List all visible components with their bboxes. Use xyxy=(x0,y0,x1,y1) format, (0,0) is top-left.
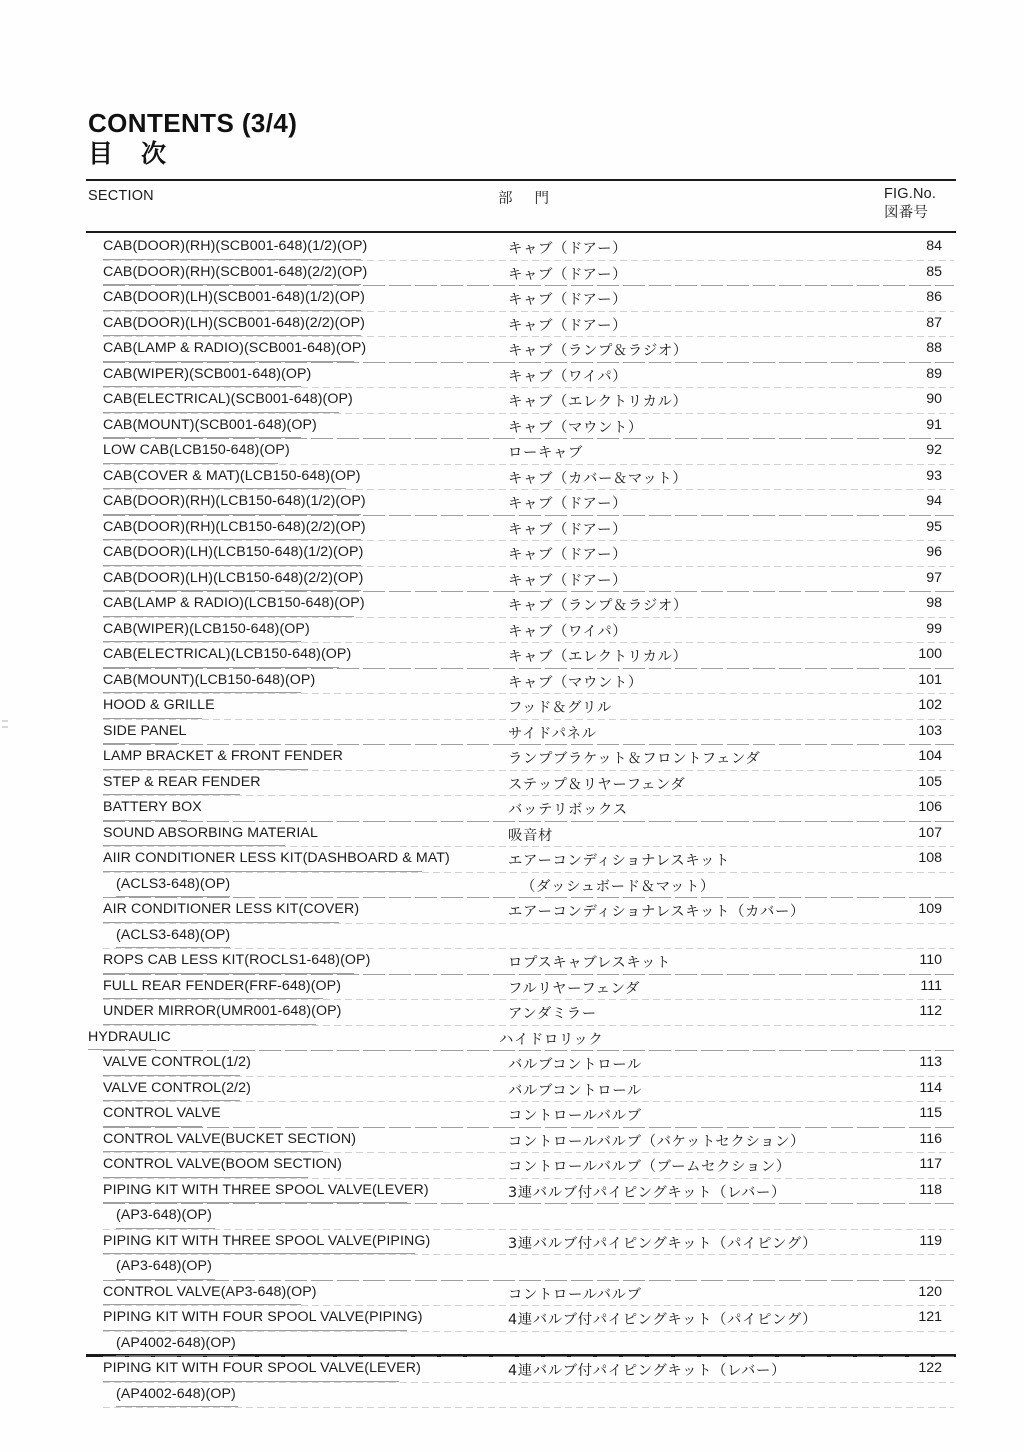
leader-line xyxy=(103,897,954,898)
leader-line xyxy=(103,1076,954,1077)
toc-row[interactable] xyxy=(0,466,1024,492)
toc-row-section-ja: ハイドロリック xyxy=(499,1031,604,1048)
toc-row-section-en: PIPING KIT WITH THREE SPOOL VALVE(LEVER) xyxy=(103,1181,429,1198)
toc-row-fig-no: 107 xyxy=(918,824,942,841)
toc-row-fig-no: 104 xyxy=(918,748,942,764)
leader-line xyxy=(103,617,954,618)
toc-row-fig-no: 89 xyxy=(926,365,942,382)
toc-row-section-en: CAB(ELECTRICAL)(SCB001-648)(OP) xyxy=(103,391,353,407)
toc-row[interactable] xyxy=(0,797,1024,823)
toc-row-section-ja: キャブ（ドアー） xyxy=(508,521,628,538)
leader-line xyxy=(103,821,954,822)
leader-line xyxy=(103,999,954,1000)
toc-row-section-ja: フルリヤーフェンダ xyxy=(508,980,641,997)
toc-row-fig-no: 114 xyxy=(919,1079,942,1096)
toc-row-section-ja: キャブ（ドアー） xyxy=(508,266,628,283)
toc-row-section-ja: バルブコントロール xyxy=(508,1057,642,1073)
leader-line xyxy=(103,693,954,694)
toc-row[interactable] xyxy=(0,364,1024,390)
text-underline-artifact xyxy=(103,1126,202,1127)
toc-row-section-ja: エアーコンディショナレスキット xyxy=(508,853,730,869)
leader-line xyxy=(103,362,954,363)
toc-row-section-ja: コントロールバルブ xyxy=(508,1108,642,1124)
text-underline-artifact xyxy=(103,1330,407,1331)
leader-line xyxy=(103,744,954,745)
toc-row-section-en: SOUND ABSORBING MATERIAL xyxy=(103,824,318,841)
leader-line xyxy=(103,464,954,465)
toc-row-section-en: (ACLS3-648)(OP) xyxy=(116,926,231,943)
toc-row-fig-no: 90 xyxy=(926,391,942,407)
text-underline-artifact xyxy=(103,1253,415,1254)
toc-row-fig-no: 105 xyxy=(918,773,942,790)
toc-row-fig-no: 106 xyxy=(918,799,942,815)
toc-row[interactable] xyxy=(0,1256,1024,1282)
text-underline-artifact xyxy=(116,1406,238,1407)
toc-row[interactable] xyxy=(0,1282,1024,1308)
toc-row-fig-no: 85 xyxy=(926,263,942,280)
toc-row-fig-no: 115 xyxy=(919,1105,942,1121)
toc-row-section-ja: アンダミラー xyxy=(508,1006,597,1022)
text-underline-artifact xyxy=(103,259,361,260)
toc-row[interactable] xyxy=(0,899,1024,925)
text-underline-artifact xyxy=(103,743,179,744)
toc-row-section-ja: キャブ（ランプ＆ラジオ） xyxy=(508,598,688,614)
toc-row-section-en: CAB(DOOR)(RH)(SCB001-648)(2/2)(OP) xyxy=(103,263,368,280)
toc-row[interactable] xyxy=(0,823,1024,849)
toc-row[interactable] xyxy=(0,1154,1024,1180)
toc-row[interactable] xyxy=(0,848,1024,874)
toc-row-fig-no: 93 xyxy=(926,467,942,484)
page-title-en: CONTENTS (3/4) xyxy=(88,108,298,138)
toc-row-fig-no: 98 xyxy=(926,595,942,611)
toc-row[interactable] xyxy=(0,721,1024,747)
toc-row-section-en: CAB(DOOR)(LH)(LCB150-648)(1/2)(OP) xyxy=(103,544,364,560)
text-underline-artifact xyxy=(103,641,301,642)
toc-row-section-ja: （ダッシュボード＆マット） xyxy=(521,878,716,895)
toc-row-section-en: CAB(DOOR)(LH)(SCB001-648)(2/2)(OP) xyxy=(103,314,365,331)
page-title-ja: 目次 xyxy=(88,140,195,168)
text-underline-artifact xyxy=(103,667,339,668)
leader-line xyxy=(103,1254,954,1255)
toc-row-section-en: (AP4002-648)(OP) xyxy=(116,1334,236,1351)
toc-row-section-en: CAB(DOOR)(RH)(SCB001-648)(1/2)(OP) xyxy=(103,238,368,254)
leader-line xyxy=(103,1356,954,1357)
toc-row-section-ja: キャブ（ワイパ） xyxy=(508,368,628,385)
text-underline-artifact xyxy=(116,1355,238,1356)
leader-line xyxy=(103,1050,954,1051)
leader-line xyxy=(103,948,954,949)
text-underline-artifact xyxy=(103,310,361,311)
toc-row-section-ja: 4連バルブ付パイピングキット（パイピング） xyxy=(508,1312,818,1328)
toc-row[interactable] xyxy=(0,1205,1024,1231)
toc-row-fig-no: 96 xyxy=(926,544,942,560)
toc-row-section-ja: ロプスキャブレスキット xyxy=(508,955,672,971)
text-underline-artifact xyxy=(103,437,301,438)
toc-row-section-ja: キャブ（エレクトリカル） xyxy=(508,649,688,665)
toc-row-section-en: CONTROL VALVE(BOOM SECTION) xyxy=(103,1156,342,1172)
column-header-fig-no xyxy=(884,185,936,223)
toc-row-section-ja: コントロールバルブ（ブームセクション） xyxy=(508,1159,791,1175)
toc-row-fig-no: 95 xyxy=(926,518,942,535)
text-underline-artifact xyxy=(103,1151,323,1152)
toc-row-section-ja: 3連バルブ付パイピングキット（レバー） xyxy=(508,1184,787,1201)
leader-line xyxy=(103,1407,954,1408)
leader-line xyxy=(103,923,954,924)
toc-row-section-en: VALVE CONTROL(1/2) xyxy=(103,1054,251,1070)
toc-row[interactable] xyxy=(0,389,1024,415)
toc-row-section-ja: キャブ（マウント） xyxy=(508,419,643,436)
leader-line xyxy=(103,974,954,975)
toc-row-fig-no: 109 xyxy=(918,901,942,917)
toc-row-fig-no: 121 xyxy=(918,1309,942,1325)
text-underline-artifact xyxy=(103,590,361,591)
text-underline-artifact xyxy=(103,284,361,285)
leader-line xyxy=(103,1305,954,1306)
toc-row-fig-no: 97 xyxy=(926,569,942,586)
text-underline-artifact xyxy=(103,1202,407,1203)
toc-row-section-ja: バルブコントロール xyxy=(508,1082,642,1099)
toc-row[interactable] xyxy=(0,950,1024,976)
toc-row-section-en: PIPING KIT WITH THREE SPOOL VALVE(PIPING) xyxy=(103,1232,431,1249)
toc-row[interactable] xyxy=(0,1180,1024,1206)
toc-row[interactable] xyxy=(0,517,1024,543)
toc-row-section-en: STEP & REAR FENDER xyxy=(103,773,261,790)
toc-row[interactable] xyxy=(0,1103,1024,1129)
toc-row-section-en: CAB(DOOR)(LH)(LCB150-648)(2/2)(OP) xyxy=(103,569,364,586)
toc-row-section-en: CONTROL VALVE(AP3-648)(OP) xyxy=(103,1283,317,1300)
toc-row[interactable] xyxy=(0,1307,1024,1333)
toc-row[interactable] xyxy=(0,491,1024,517)
toc-row-fig-no: 92 xyxy=(926,442,942,458)
toc-row-section-ja: 吸音材 xyxy=(508,827,553,844)
toc-row[interactable] xyxy=(0,440,1024,466)
toc-row[interactable] xyxy=(0,1129,1024,1155)
toc-row-section-en: CONTROL VALVE xyxy=(103,1105,221,1121)
toc-row-section-en: CAB(MOUNT)(SCB001-648)(OP) xyxy=(103,416,317,433)
leader-line xyxy=(103,1178,954,1179)
column-header-section-ja: 部門 xyxy=(498,191,571,207)
text-underline-artifact xyxy=(88,1049,156,1050)
text-underline-artifact xyxy=(103,565,361,566)
text-underline-artifact xyxy=(103,1024,316,1025)
text-underline-artifact xyxy=(103,871,422,872)
toc-row[interactable] xyxy=(0,1333,1024,1359)
toc-row-fig-no: 91 xyxy=(926,416,942,433)
toc-row-section-en: (AP4002-648)(OP) xyxy=(116,1385,236,1402)
toc-row-section-en: CONTROL VALVE(BUCKET SECTION) xyxy=(103,1130,357,1147)
toc-row-fig-no: 122 xyxy=(918,1360,942,1376)
toc-row-section-ja: キャブ（ワイパ） xyxy=(508,623,628,640)
toc-row-section-en: LOW CAB(LCB150-648)(OP) xyxy=(103,442,290,458)
column-header-fig-no-ja: 図番号 xyxy=(884,205,929,222)
text-underline-artifact xyxy=(103,769,308,770)
toc-row-section-en: SIDE PANEL xyxy=(103,722,187,739)
toc-row-section-en: CAB(COVER & MAT)(LCB150-648)(OP) xyxy=(103,467,361,484)
toc-row-fig-no: 87 xyxy=(926,314,942,331)
text-underline-artifact xyxy=(103,794,240,795)
leader-line xyxy=(103,566,954,567)
leader-line xyxy=(103,770,954,771)
toc-row-fig-no: 100 xyxy=(918,646,942,662)
toc-row-section-ja: コントロールバルブ（バケットセクション） xyxy=(508,1133,806,1150)
leader-line xyxy=(103,387,954,388)
toc-row-section-en: PIPING KIT WITH FOUR SPOOL VALVE(LEVER) xyxy=(103,1360,421,1376)
toc-row-section-en: AIIR CONDITIONER LESS KIT(DASHBOARD & MAT) xyxy=(103,850,450,866)
toc-row-fig-no: 94 xyxy=(926,493,942,509)
leader-line xyxy=(103,846,954,847)
toc-row-section-en: CAB(DOOR)(LH)(SCB001-648)(1/2)(OP) xyxy=(103,289,365,305)
toc-row-section-ja: ランプブラケット＆フロントフェンダ xyxy=(508,751,761,767)
leader-line xyxy=(103,591,954,592)
column-header-section: SECTION xyxy=(88,188,154,204)
toc-row-fig-no: 119 xyxy=(919,1232,942,1249)
text-underline-artifact xyxy=(103,692,301,693)
toc-row-section-en: CAB(MOUNT)(LCB150-648)(OP) xyxy=(103,671,316,688)
text-underline-artifact xyxy=(103,386,301,387)
toc-row[interactable] xyxy=(0,1384,1024,1410)
toc-row-section-en: HOOD & GRILLE xyxy=(103,697,215,713)
toc-row-fig-no: 108 xyxy=(918,850,942,866)
text-underline-artifact xyxy=(103,820,187,821)
leader-line xyxy=(103,795,954,796)
toc-row[interactable] xyxy=(0,338,1024,364)
leader-line xyxy=(103,1203,954,1204)
toc-row-fig-no: 118 xyxy=(919,1181,942,1198)
text-underline-artifact xyxy=(103,1177,308,1178)
leader-line xyxy=(103,719,954,720)
toc-row[interactable] xyxy=(0,619,1024,645)
toc-row-section-ja: バッテリボックス xyxy=(508,802,628,818)
text-underline-artifact xyxy=(103,335,361,336)
toc-row[interactable] xyxy=(0,593,1024,619)
leader-line xyxy=(103,1025,954,1026)
toc-row-section-en: CAB(LAMP & RADIO)(SCB001-648)(OP) xyxy=(103,340,367,356)
toc-row[interactable] xyxy=(0,1078,1024,1104)
toc-row[interactable] xyxy=(0,415,1024,441)
toc-row-fig-no: 110 xyxy=(919,952,942,968)
toc-row-section-en: ROPS CAB LESS KIT(ROCLS1-648)(OP) xyxy=(103,952,371,968)
text-underline-artifact xyxy=(103,488,346,489)
toc-row-section-ja: ステップ＆リヤーフェンダ xyxy=(508,776,686,793)
toc-row-fig-no: 86 xyxy=(926,289,942,305)
toc-row-section-ja: サイドパネル xyxy=(508,725,597,742)
toc-row[interactable] xyxy=(0,695,1024,721)
leader-line xyxy=(103,489,954,490)
toc-row-section-en: CAB(ELECTRICAL)(LCB150-648)(OP) xyxy=(103,646,352,662)
toc-row[interactable] xyxy=(0,670,1024,696)
text-underline-artifact xyxy=(103,718,202,719)
toc-row-fig-no: 102 xyxy=(918,697,942,713)
toc-row-section-ja: キャブ（ドアー） xyxy=(508,241,628,257)
toc-row-section-en: CAB(WIPER)(LCB150-648)(OP) xyxy=(103,620,310,637)
toc-row-fig-no: 84 xyxy=(926,238,942,254)
toc-row-section-ja: キャブ（ランプ＆ラジオ） xyxy=(508,343,688,359)
toc-row-fig-no: 111 xyxy=(920,977,942,994)
toc-row[interactable] xyxy=(0,568,1024,594)
toc-row-section-en: FULL REAR FENDER(FRF-648)(OP) xyxy=(103,977,342,994)
toc-row-section-en: UNDER MIRROR(UMR001-648)(OP) xyxy=(103,1003,342,1019)
toc-row-fig-no: 116 xyxy=(919,1130,942,1147)
toc-row-fig-no: 88 xyxy=(926,340,942,356)
toc-row[interactable] xyxy=(0,1027,1024,1053)
toc-row-section-ja: 3連バルブ付パイピングキット（パイピング） xyxy=(508,1235,818,1252)
leader-line xyxy=(103,668,954,669)
leader-line xyxy=(103,1127,954,1128)
toc-row-section-ja: ローキャブ xyxy=(508,445,583,461)
toc-row-section-en: BATTERY BOX xyxy=(103,799,202,815)
text-underline-artifact xyxy=(103,973,354,974)
text-underline-artifact xyxy=(103,1381,399,1382)
text-underline-artifact xyxy=(103,1075,240,1076)
leader-line xyxy=(103,540,954,541)
leader-line xyxy=(103,872,954,873)
text-underline-artifact xyxy=(116,1279,215,1280)
text-underline-artifact xyxy=(103,922,339,923)
toc-row-section-ja: キャブ（ドアー） xyxy=(508,496,628,512)
text-underline-artifact xyxy=(103,616,354,617)
toc-row-section-ja: キャブ（ドアー） xyxy=(508,572,628,589)
toc-row[interactable] xyxy=(0,262,1024,288)
toc-row[interactable] xyxy=(0,1231,1024,1257)
toc-row-section-ja: 4連バルブ付パイピングキット（レバー） xyxy=(508,1363,787,1379)
text-underline-artifact xyxy=(116,896,230,897)
toc-row[interactable] xyxy=(0,925,1024,951)
leader-line xyxy=(103,1152,954,1153)
toc-row[interactable] xyxy=(0,1358,1024,1384)
toc-row-section-en: CAB(LAMP & RADIO)(LCB150-648)(OP) xyxy=(103,595,365,611)
toc-row[interactable] xyxy=(0,287,1024,313)
toc-row-fig-no: 99 xyxy=(926,620,942,637)
text-underline-artifact xyxy=(103,412,339,413)
leader-line xyxy=(103,1229,954,1230)
leader-line xyxy=(103,285,954,286)
toc-row-fig-no: 117 xyxy=(919,1156,942,1172)
header-rule-bottom xyxy=(86,231,956,233)
text-underline-artifact xyxy=(103,514,361,515)
text-underline-artifact xyxy=(103,845,285,846)
toc-row-section-ja: エアーコンディショナレスキット（カバー） xyxy=(508,904,805,920)
leader-line xyxy=(103,413,954,414)
text-underline-artifact xyxy=(103,998,323,999)
toc-row-section-en: CAB(WIPER)(SCB001-648)(OP) xyxy=(103,365,312,382)
toc-row-section-en: HYDRAULIC xyxy=(88,1028,171,1045)
leader-line xyxy=(103,642,954,643)
toc-row-section-en: VALVE CONTROL(2/2) xyxy=(103,1079,251,1096)
toc-row[interactable] xyxy=(0,236,1024,262)
toc-row-section-en: (AP3-648)(OP) xyxy=(116,1258,212,1274)
toc-row-section-en: (ACLS3-648)(OP) xyxy=(116,875,231,892)
toc-row-section-en: CAB(DOOR)(RH)(LCB150-648)(2/2)(OP) xyxy=(103,518,366,535)
toc-row-section-en: PIPING KIT WITH FOUR SPOOL VALVE(PIPING) xyxy=(103,1309,423,1325)
leader-line xyxy=(103,1280,954,1281)
text-underline-artifact xyxy=(103,1304,301,1305)
toc-row-section-en: CAB(DOOR)(RH)(LCB150-648)(1/2)(OP) xyxy=(103,493,366,509)
leader-line xyxy=(103,515,954,516)
text-underline-artifact xyxy=(116,1228,215,1229)
toc-row-section-en: (AP3-648)(OP) xyxy=(116,1207,212,1223)
leader-line xyxy=(103,1331,954,1332)
toc-row-fig-no: 101 xyxy=(918,671,942,688)
text-underline-artifact xyxy=(103,463,278,464)
leader-line xyxy=(103,1101,954,1102)
toc-row-section-ja: キャブ（カバー＆マット） xyxy=(508,470,688,487)
text-underline-artifact xyxy=(103,1100,240,1101)
column-header-fig-no-en: FIG.No. xyxy=(884,186,937,202)
text-underline-artifact xyxy=(103,361,354,362)
toc-row-section-ja: キャブ（マウント） xyxy=(508,674,643,691)
toc-row[interactable] xyxy=(0,746,1024,772)
leader-line xyxy=(103,438,954,439)
toc-row-section-ja: キャブ（ドアー） xyxy=(508,317,628,334)
toc-row[interactable] xyxy=(0,313,1024,339)
toc-row-section-ja: キャブ（ドアー） xyxy=(508,547,628,563)
page-title-block xyxy=(88,110,297,167)
leader-line xyxy=(103,260,954,261)
text-underline-artifact xyxy=(103,539,361,540)
header-rule-top xyxy=(86,179,956,181)
toc-row-section-ja: キャブ（ドアー） xyxy=(508,292,628,308)
table-of-contents xyxy=(0,236,1024,1409)
leader-line xyxy=(103,336,954,337)
toc-row-fig-no: 120 xyxy=(918,1283,942,1300)
toc-row-section-en: AIR CONDITIONER LESS KIT(COVER) xyxy=(103,901,360,917)
toc-row-fig-no: 112 xyxy=(919,1003,942,1019)
toc-row[interactable] xyxy=(0,772,1024,798)
toc-row-section-ja: キャブ（エレクトリカル） xyxy=(508,394,688,410)
toc-row-section-ja: フッド＆グリル xyxy=(508,700,612,716)
text-underline-artifact xyxy=(116,947,230,948)
toc-row[interactable] xyxy=(0,1001,1024,1027)
toc-row-fig-no: 103 xyxy=(918,722,942,739)
leader-line xyxy=(103,1382,954,1383)
toc-row-fig-no: 113 xyxy=(919,1054,942,1070)
toc-row-section-en: LAMP BRACKET & FRONT FENDER xyxy=(103,748,343,764)
toc-row[interactable] xyxy=(0,976,1024,1002)
toc-row[interactable] xyxy=(0,874,1024,900)
toc-row[interactable] xyxy=(0,1052,1024,1078)
leader-line xyxy=(103,311,954,312)
toc-row[interactable] xyxy=(0,644,1024,670)
toc-row[interactable] xyxy=(0,542,1024,568)
toc-row-section-ja: コントロールバルブ xyxy=(508,1286,642,1303)
